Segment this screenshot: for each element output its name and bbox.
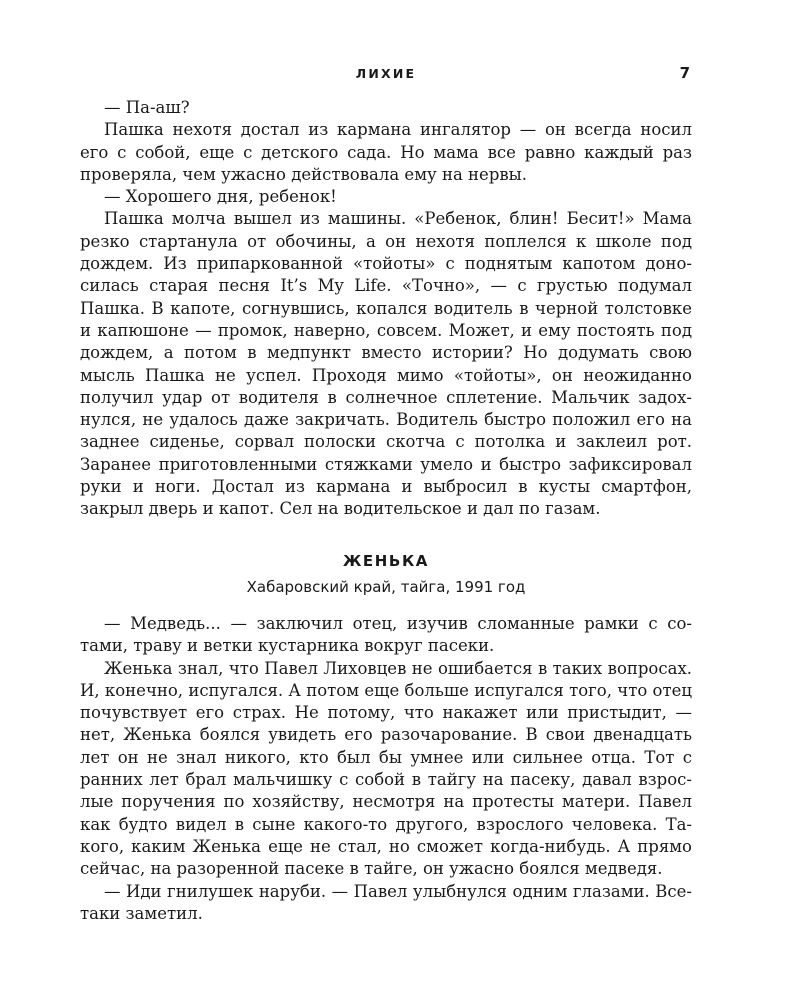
section-subheading: Хабаровский край, тайга, 1991 год <box>246 578 526 596</box>
running-title: ЛИХИЕ <box>355 66 417 81</box>
page-number: 7 <box>679 64 690 82</box>
running-head <box>80 64 692 84</box>
paragraph: Пашка нехотя достал из кармана ингалятор — он всегда носил его с собой, еще с детского сада. Но мама все равно каждый раз проверяла, чем ужасно действовала ему на нервы. <box>80 120 692 184</box>
text-block-part1 <box>80 97 692 521</box>
section-heading: ЖЕНЬКА <box>342 552 430 570</box>
text-block-part2 <box>80 613 692 925</box>
paragraph: — Медведь... — заключил отец, изучив сломанные рамки с сотами, траву и ветки кустарника вокруг пасеки. <box>80 614 692 656</box>
paragraph: — Па-аш? <box>104 98 190 117</box>
paragraph: — Хорошего дня, ребенок! <box>104 187 337 207</box>
paragraph: Пашка молча вышел из машины. «Ребенок, блин! Бесит!» Мама резко стартанула от обочины, а он нехотя поплелся к школе под дождем. Из припаркованной «тойоты» с поднятым капотом доносилась старая песня It’s My Life. «Точно», — с грустью подумал Пашка. В капоте, согнувшись, копался водитель в черной толстовке и капюшоне — промок, наверно, совсем. Может, и ему постоять под дождем, а потом в медпункт вместо истории? Но додумать свою мысль Пашка не успел. Проходя мимо «тойоты», он неожиданно получил удар от водителя в солнечное сплетение. Мальчик задохнулся, не удалось даже закричать. Водитель быстро положил его на заднее сиденье, сорвал полоски скотча с потолка и заклеил рот. Заранее приготовленными стяжками умело и быстро зафиксировал руки и ноги. Достал из кармана и выбросил в кусты смартфон, закрыл дверь и капот. Сел на водительское и дал по газам. <box>80 209 692 519</box>
paragraph: Женька знал, что Павел Лиховцев не ошибается в таких вопросах. И, конечно, испугался. А потом еще больше испугался того, что отец почувствует его страх. Не потому, что накажет или пристыдит, — нет, Женька боялся увидеть его разочарование. В свои двенадцать лет он не знал никого, кто был бы умнее или сильнее отца. Тот с ранних лет брал мальчишку с собой в тайгу на пасеку, давал взрослые поручения по хозяйству, несмотря на протесты матери. Павел как будто видел в сыне какого-то другого, взрослого человека. Такого, каким Женька еще не стал, но сможет когда-нибудь. А прямо сейчас, на разоренной пасеке в тайге, он ужасно боялся медведя. <box>80 658 692 879</box>
paragraph: — Иди гнилушек наруби. — Павел улыбнулся одним глазами. Все-таки заметил. <box>80 881 692 923</box>
